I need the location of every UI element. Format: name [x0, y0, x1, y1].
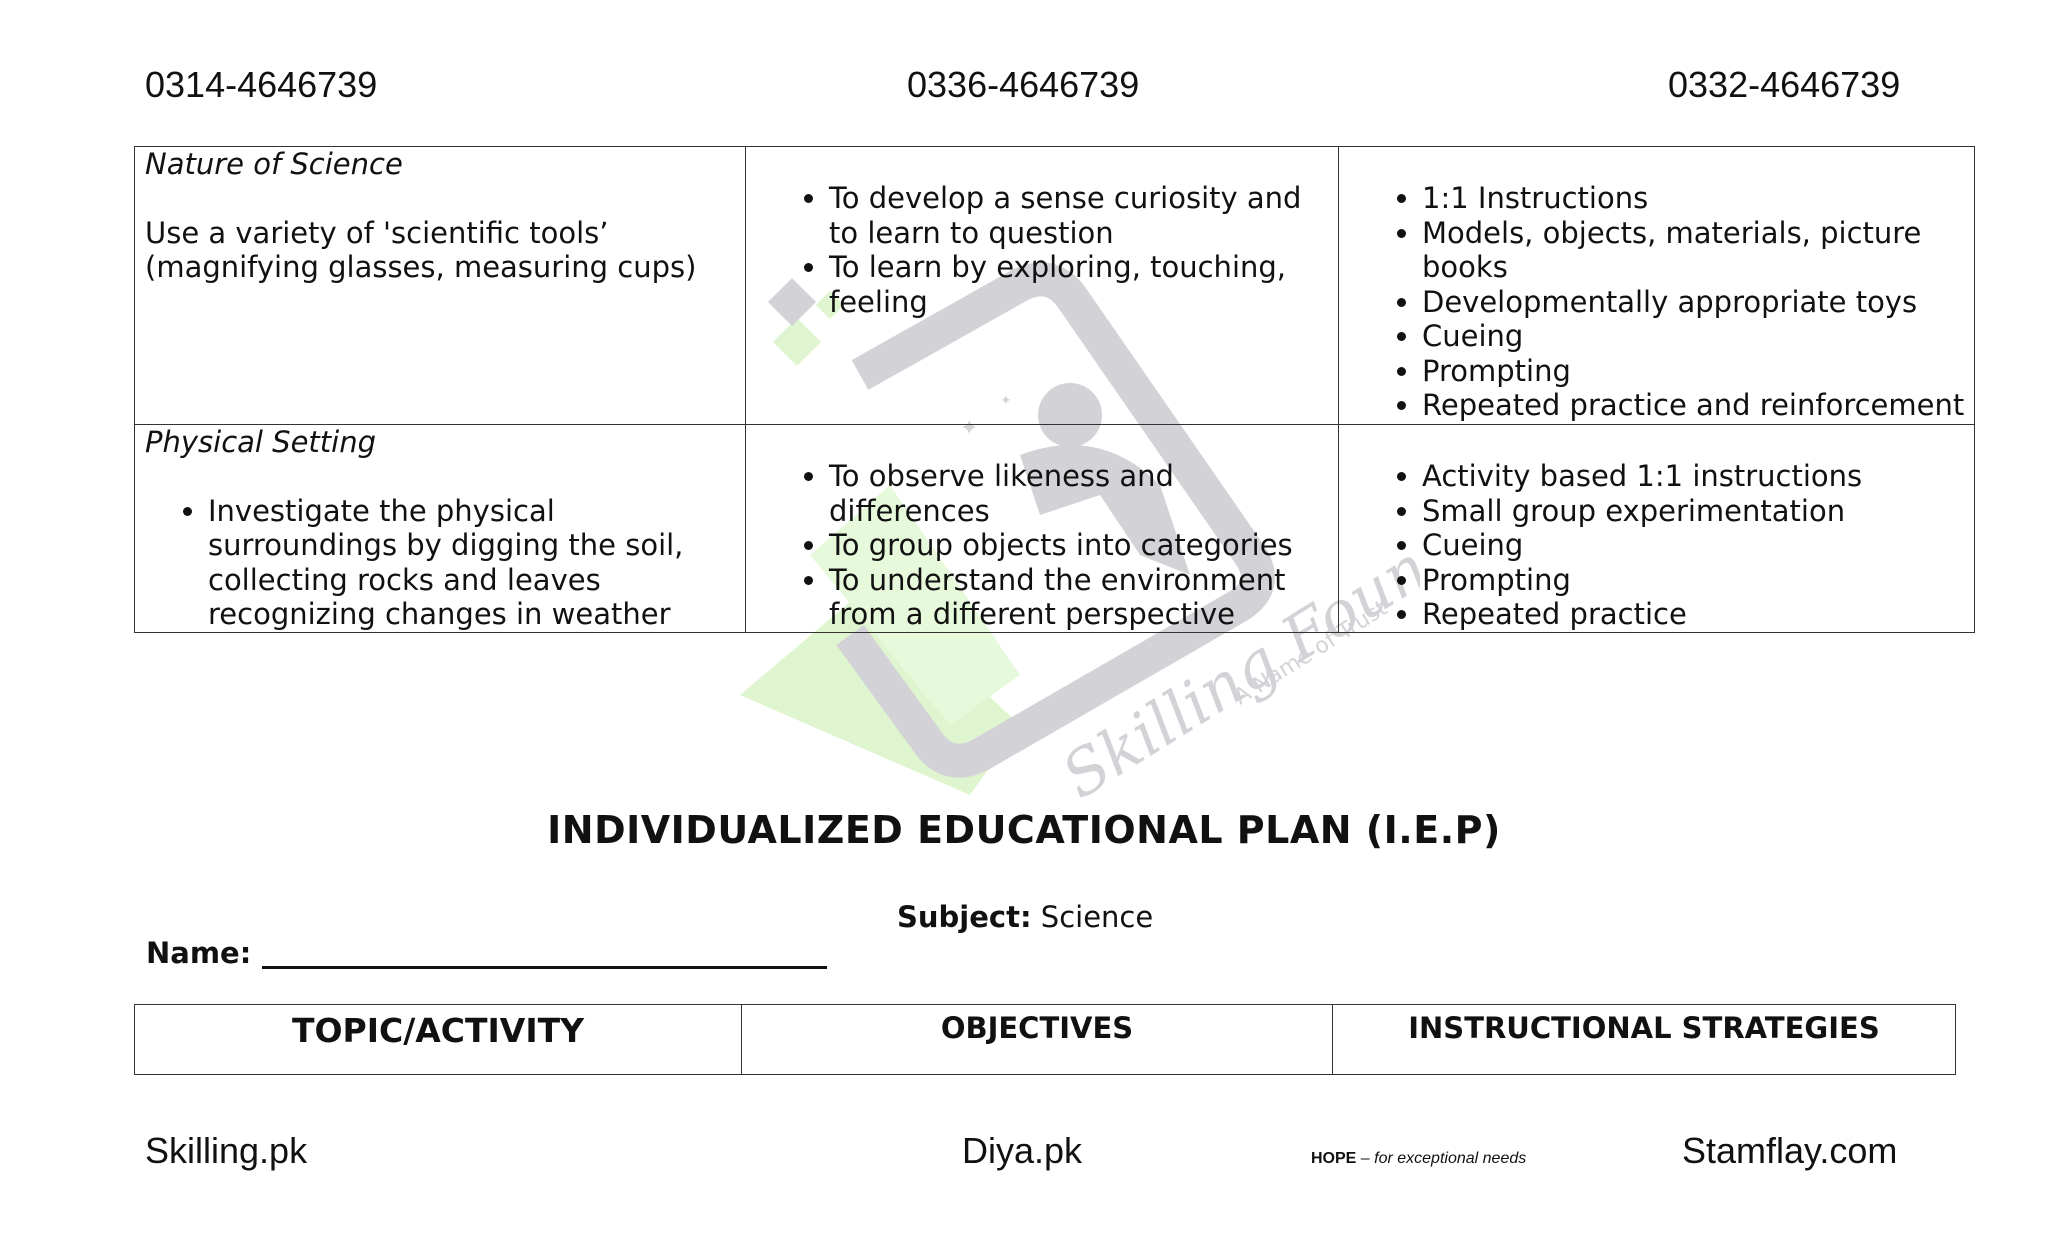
- table-row: [135, 425, 1975, 633]
- list-item: • Small group experimentation: [1422, 494, 1964, 529]
- list-item: • To develop a sense curiosity and to learn to question: [829, 181, 1328, 250]
- name-label: Name:: [146, 936, 252, 970]
- column-header-topic: TOPIC/ACTIVITY: [135, 1005, 742, 1075]
- list-item: • Cueing: [1422, 319, 1964, 354]
- list-item: • 1:1 Instructions: [1422, 181, 1964, 216]
- footer-link-stamflay[interactable]: Stamflay.com: [1682, 1130, 1898, 1171]
- strategies-cell: [1339, 147, 1975, 425]
- subject-value: Science: [1040, 900, 1154, 934]
- objectives-cell: [746, 425, 1339, 633]
- footer-link-diya[interactable]: Diya.pk: [962, 1130, 1083, 1171]
- phone-number-left: 0314-4646739: [145, 64, 378, 105]
- curriculum-table: [134, 146, 1975, 633]
- topic-detail: Use a variety of 'scientific tools’ (magnifying glasses, measuring cups): [145, 215, 697, 284]
- subject-line: [897, 900, 1153, 934]
- list-item: • Activity based 1:1 instructions: [1422, 459, 1964, 494]
- phone-number-right: 0332-4646739: [1668, 64, 1901, 105]
- list-item: • Investigate the physical surroundings by digging the soil, collecting rocks and leaves recognizing changes in weather: [208, 494, 698, 632]
- topic-title: Nature of Science: [145, 147, 403, 181]
- list-item: • Repeated practice: [1422, 597, 1964, 632]
- strategies-cell: [1339, 425, 1975, 633]
- list-item: • To observe likeness and differences: [829, 459, 1328, 528]
- svg-text:✦: ✦: [960, 416, 979, 441]
- iep-column-header-table: [134, 1004, 1956, 1075]
- list-item: • Developmentally appropriate toys: [1422, 285, 1964, 320]
- topic-cell: [135, 147, 746, 425]
- list-item: • Prompting: [1422, 354, 1964, 389]
- svg-text:A Name of Trust: A Name of Trust: [1229, 595, 1392, 711]
- hope-tagline-text: – for exceptional needs: [1360, 1150, 1527, 1167]
- phone-number-center: 0336-4646739: [907, 64, 1140, 105]
- table-row: [135, 147, 1975, 425]
- objectives-cell: [746, 147, 1339, 425]
- page-title: INDIVIDUALIZED EDUCATIONAL PLAN (I.E.P): [547, 808, 1501, 852]
- hope-brand: HOPE: [1311, 1150, 1357, 1167]
- list-item: • To learn by exploring, touching, feeling: [829, 250, 1328, 319]
- column-header-strategies: INSTRUCTIONAL STRATEGIES: [1333, 1005, 1956, 1075]
- list-item: • To understand the environment from a different perspective: [829, 563, 1328, 632]
- name-blank-line: [262, 966, 827, 969]
- list-item: • Prompting: [1422, 563, 1964, 598]
- hope-tagline: [1311, 1150, 1526, 1168]
- list-item: • Cueing: [1422, 528, 1964, 563]
- column-header-objectives: OBJECTIVES: [742, 1005, 1333, 1075]
- svg-text:Skilling Foundation: Skilling Foundation: [1049, 425, 1420, 813]
- topic-title: Physical Setting: [145, 425, 377, 459]
- topic-cell: [135, 425, 746, 633]
- footer-link-skilling[interactable]: Skilling.pk: [145, 1130, 308, 1171]
- subject-label: Subject:: [897, 900, 1032, 934]
- list-item: • Repeated practice and reinforcement: [1422, 388, 1964, 423]
- svg-text:✦: ✦: [1000, 393, 1012, 409]
- list-item: • To group objects into categories: [829, 528, 1328, 563]
- list-item: • Models, objects, materials, picture books: [1422, 216, 1964, 285]
